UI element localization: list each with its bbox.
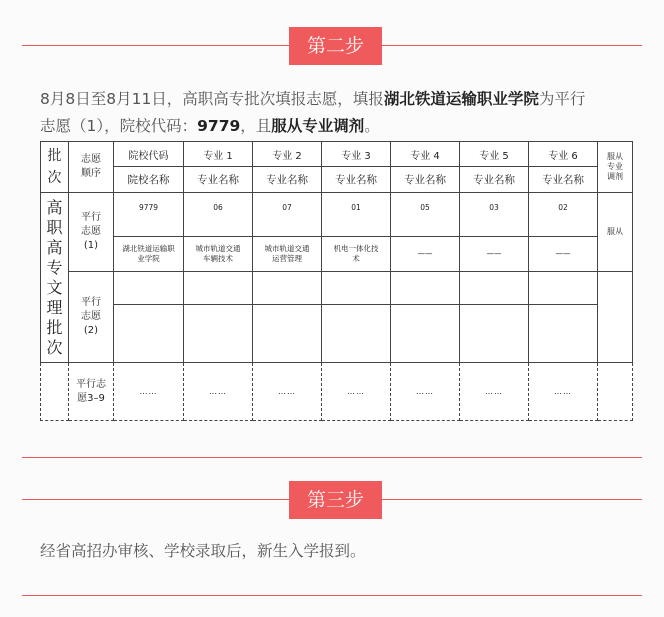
dots-cell: …… (460, 363, 529, 421)
order-header: 志愿顺序 (69, 142, 114, 193)
code-cell: 07 (253, 193, 322, 237)
empty-cell (529, 272, 598, 305)
obey-adjustment: 服从专业调剂 (271, 117, 365, 135)
batch-name: 高职高专文理批次 (41, 193, 69, 363)
header-row-2 (41, 167, 633, 193)
step2-badge: 第二步 (289, 27, 382, 65)
dots-cell: …… (529, 363, 598, 421)
major-name-header: 专业名称 (529, 167, 598, 193)
name-cell: 城市轨道交通运营管理 (253, 237, 322, 272)
empty-cell (322, 305, 391, 363)
step3-text: 经省高招办审核、学校录取后，新生入学报到。 (40, 542, 366, 560)
empty-cell (114, 305, 184, 363)
empty-cell (529, 305, 598, 363)
school-name: 湖北铁道运输职业学院 (383, 90, 539, 108)
step2-line2-prefix: 志愿（1），院校代码： (40, 117, 198, 135)
step3-badge: 第三步 (289, 481, 382, 519)
major-2-header: 专业 2 (253, 142, 322, 167)
step2-line1-suffix: 为平行 (538, 90, 586, 108)
step2-line2-mid: ，且 (240, 117, 272, 135)
vol3-row (41, 363, 633, 421)
empty-cell (460, 305, 529, 363)
name-cell: 湖北铁道运输职业学院 (114, 237, 184, 272)
school-name-header: 院校名称 (114, 167, 184, 193)
step2-line1-prefix: 8月8日至8月11日，高职高专批次填报志愿，填报 (40, 90, 384, 108)
divider-line (22, 457, 642, 458)
vol1-label: 平行志愿(1) (69, 193, 114, 272)
empty-cell (391, 305, 460, 363)
code-cell: 06 (184, 193, 253, 237)
obey-header: 服从专业调剂 (598, 142, 633, 193)
empty-cell (391, 272, 460, 305)
empty-cell (598, 363, 633, 421)
empty-cell (598, 272, 633, 363)
application-form-table (40, 141, 633, 421)
empty-cell (184, 272, 253, 305)
empty-cell (253, 272, 322, 305)
name-cell: 机电一体化技术 (322, 237, 391, 272)
code-cell: 9779 (114, 193, 184, 237)
code-cell: 02 (529, 193, 598, 237)
major-name-header: 专业名称 (253, 167, 322, 193)
obey-value: 服从 (598, 193, 633, 272)
major-1-header: 专业 1 (184, 142, 253, 167)
major-3-header: 专业 3 (322, 142, 391, 167)
header-row-1 (41, 142, 633, 167)
code-cell: 01 (322, 193, 391, 237)
dots-cell: …… (322, 363, 391, 421)
empty-cell (322, 272, 391, 305)
vol1-code-row (41, 193, 633, 237)
major-name-header: 专业名称 (184, 167, 253, 193)
divider-line (22, 595, 642, 596)
empty-cell (460, 272, 529, 305)
name-cell: —— (529, 237, 598, 272)
vol2-name-row (41, 305, 633, 363)
code-cell: 05 (391, 193, 460, 237)
dots-cell: …… (114, 363, 184, 421)
name-cell: —— (391, 237, 460, 272)
step2-text (40, 86, 640, 140)
code-cell: 03 (460, 193, 529, 237)
vol3-label: 平行志愿3–9 (69, 363, 114, 421)
step2-line2-end: 。 (364, 117, 380, 135)
vol1-name-row (41, 237, 633, 272)
dots-cell: …… (253, 363, 322, 421)
major-4-header: 专业 4 (391, 142, 460, 167)
vol2-code-row (41, 272, 633, 305)
school-code: 9779 (197, 117, 241, 135)
empty-cell (114, 272, 184, 305)
major-name-header: 专业名称 (322, 167, 391, 193)
dots-cell: …… (391, 363, 460, 421)
name-cell: 城市轨道交通车辆技术 (184, 237, 253, 272)
major-name-header: 专业名称 (460, 167, 529, 193)
dots-cell: …… (184, 363, 253, 421)
batch-header: 批次 (41, 142, 69, 193)
major-6-header: 专业 6 (529, 142, 598, 167)
empty-cell (41, 363, 69, 421)
school-code-header: 院校代码 (114, 142, 184, 167)
name-cell: —— (460, 237, 529, 272)
major-5-header: 专业 5 (460, 142, 529, 167)
empty-cell (253, 305, 322, 363)
vol2-label: 平行志愿(2) (69, 272, 114, 363)
empty-cell (184, 305, 253, 363)
major-name-header: 专业名称 (391, 167, 460, 193)
